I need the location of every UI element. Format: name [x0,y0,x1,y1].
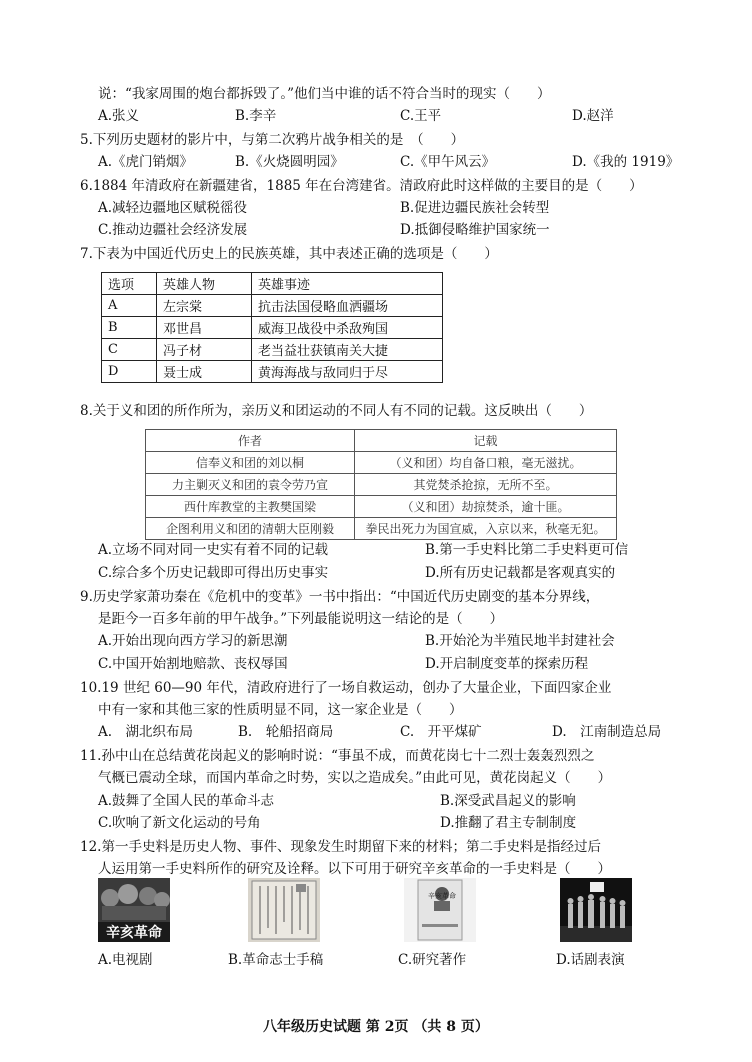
q9-option-d: D.开启制度变革的探索历程 [425,656,589,672]
page-footer: 八年级历史试题 第 2页 （共 8 页） [263,1019,489,1035]
table-header: 作者 [146,430,355,452]
table-cell: C [102,339,157,361]
q4-option-d: D.赵洋 [572,108,614,124]
table-cell: 企图利用义和团的清朝大臣刚毅 [146,518,355,540]
q12-option-c: C.研究著作 [398,952,467,968]
table-header: 英雄人物 [157,273,252,295]
q12-stem-line1: 12.第一手史料是历史人物、事件、现象发生时期留下来的材料；第二手史料是指经过后 [80,839,601,855]
q11-option-b: B.深受武昌起义的影响 [440,793,576,809]
table-cell: 抗击法国侵略血洒疆场 [252,295,443,317]
table-header-row [102,273,443,295]
q5-option-c: C.《甲午风云》 [400,154,496,170]
q10-option-a: A. 湖北织布局 [98,724,194,740]
table-row [102,295,443,317]
q6-option-c: C.推动边疆社会经济发展 [98,222,248,238]
q6-option-b: B.促进边疆民族社会转型 [400,200,550,216]
table-cell: 拳民出死力为国宣威，入京以来，秋毫无犯。 [355,518,617,540]
table-cell: 邓世昌 [157,317,252,339]
q9-stem-line2: 是距今一百多年前的甲午战争。”下列最能说明这一结论的是（ ） [98,611,504,627]
table-row [146,518,617,540]
q6-stem: 6.1884 年清政府在新疆建省，1885 年在台湾建省。清政府此时这样做的主要目的是（ ） [80,178,643,194]
q11-stem-line1: 11.孙中山在总结黄花岗起义的影响时说：“事虽不成，而黄花岗七十二烈士轰轰烈烈之 [80,748,595,764]
table-row [102,339,443,361]
poster-title: 辛亥革命 [106,925,162,941]
manuscript-image [248,878,320,942]
table-row [146,452,617,474]
table-cell: 威海卫战役中杀敌殉国 [252,317,443,339]
q4-option-b: B.李辛 [235,108,277,124]
q8-option-c: C.综合多个历史记载即可得出历史事实 [98,565,329,581]
q11-stem-line2: 气概已震动全球，而国内革命之时势，实以之造成矣。”由此可见，黄花岗起义（ ） [98,770,612,786]
q10-stem-line2: 中有一家和其他三家的性质明显不同，这一家企业是（ ） [98,702,463,718]
table-row [146,474,617,496]
book-title: 辛亥革命 [428,892,456,900]
q6-option-a: A.减轻边疆地区赋税徭役 [98,200,248,216]
table-cell: D [102,361,157,383]
q6-option-d: D.抵御侵略维护国家统一 [400,222,550,238]
q9-stem-line1: 9.历史学家萧功秦在《危机中的变革》一书中指出：“中国近代历史剧变的基本分界线， [80,589,600,605]
q9-option-c: C.中国开始割地赔款、丧权辱国 [98,656,288,672]
table-cell: 西什库教堂的主教樊国梁 [146,496,355,518]
q7-stem: 7.下表为中国近代历史上的民族英雄，其中表述正确的选项是（ ） [80,246,498,262]
q5-option-d: D.《我的 1919》 [572,154,680,170]
table-cell: 黄海海战与敌同归于尽 [252,361,443,383]
q5-option-b: B.《火烧圆明园》 [235,154,344,170]
q9-option-b: B.开始沦为半殖民地半封建社会 [425,633,615,649]
q9-option-a: A.开始出现向西方学习的新思潮 [98,633,288,649]
table-cell: （义和团）均自备口粮，毫无滋扰。 [355,452,617,474]
table-cell: A [102,295,157,317]
q8-option-a: A.立场不同对同一史实有着不同的记载 [98,542,329,558]
table-header: 选项 [102,273,157,295]
q10-option-b: B. 轮船招商局 [238,724,334,740]
q4-option-c: C.王平 [400,108,442,124]
table-cell: 信奉义和团的刘以桐 [146,452,355,474]
records-table [145,429,617,540]
table-header: 英雄事迹 [252,273,443,295]
q8-option-b: B.第一手史料比第二手史料更可信 [425,542,629,558]
q11-option-d: D.推翻了君主专制制度 [440,815,577,831]
tv-drama-poster-image [98,878,170,942]
table-cell: 力主剿灭义和团的袁令劳乃宣 [146,474,355,496]
q12-stem-line2: 人运用第一手史料所作的研究及诠释。以下可用于研究辛亥革命的一手史料是（ ） [98,861,611,877]
table-cell: 其党焚杀抢掠，无所不至。 [355,474,617,496]
table-cell: 冯子材 [157,339,252,361]
q5-stem: 5.下列历史题材的影片中，与第二次鸦片战争相关的是 （ ） [80,132,465,148]
table-header-row [146,430,617,452]
q10-stem-line1: 10.19 世纪 60—90 年代，清政府进行了一场自救运动，创办了大量企业，下面四家企业 [80,680,612,696]
q8-stem: 8.关于义和团的所作所为，亲历义和团运动的不同人有不同的记载。这反映出（ ） [80,403,593,419]
q8-option-d: D.所有历史记载都是客观真实的 [425,565,616,581]
table-cell: 左宗棠 [157,295,252,317]
table-row [102,317,443,339]
q11-option-a: A.鼓舞了全国人民的革命斗志 [98,793,275,809]
q4-option-a: A.张义 [98,108,140,124]
q11-option-c: C.吹响了新文化运动的号角 [98,815,261,831]
table-cell: （义和团）劫掠焚杀，逾十匪。 [355,496,617,518]
q12-option-b: B.革命志士手稿 [228,952,324,968]
table-header: 记载 [355,430,617,452]
book-cover-image [404,878,476,942]
q12-option-a: A.电视剧 [98,952,153,968]
table-cell: B [102,317,157,339]
table-row [146,496,617,518]
q10-option-c: C. 开平煤矿 [400,724,482,740]
q5-option-a: A.《虎门销烟》 [98,154,194,170]
stage-drama-image [560,878,632,942]
hero-table [101,272,443,383]
q10-option-d: D. 江南制造总局 [552,724,662,740]
q4-stem: 说：“我家周围的炮台都拆毁了。”他们当中谁的话不符合当时的现实（ ） [98,86,551,102]
table-row [102,361,443,383]
q12-option-d: D.话剧表演 [556,952,625,968]
table-cell: 老当益壮获镇南关大捷 [252,339,443,361]
table-cell: 聂士成 [157,361,252,383]
